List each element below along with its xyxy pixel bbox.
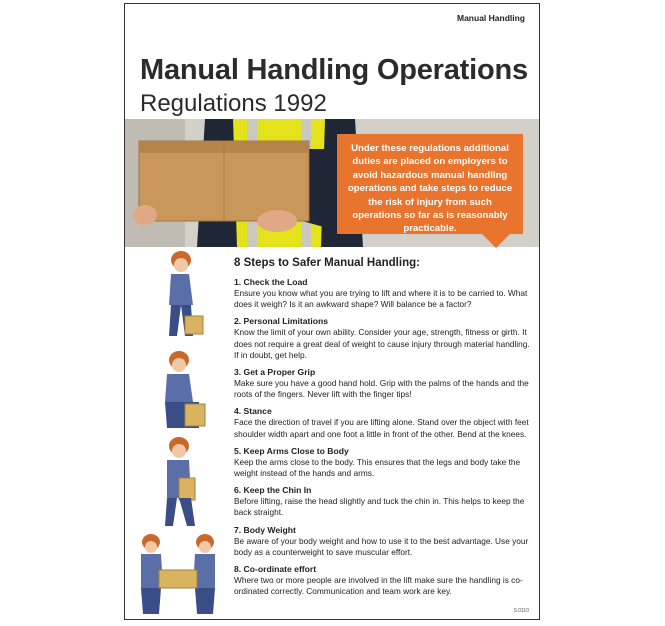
callout-pointer: [482, 234, 510, 248]
regulation-callout: Under these regulations additional duties are placed on employers to avoid hazardous manual handling operations and take steps to reduce the risk of injury from such operations so far as is reasonably practicable.: [337, 134, 523, 234]
step-title: 5. Keep Arms Close to Body: [234, 445, 349, 456]
step-title: 8. Co-ordinate effort: [234, 564, 317, 575]
arms-close-figure: [157, 436, 213, 532]
step-body: Keep the arms close to the body. This ensures that the legs and body take the weight instead of the hands and arms.: [234, 456, 521, 479]
poster: [124, 3, 540, 620]
step-body: Face the direction of travel if you are lifting alone. Stand over the object with feet shoulder width apart and one foot a little in front of the other. Bend at the knees.: [234, 417, 529, 439]
step-title: 1. Check the Load: [234, 277, 308, 287]
step-item: [234, 485, 534, 518]
step-item: [234, 316, 534, 361]
steps-section: [234, 257, 534, 603]
step-body: Make sure you have a good hand hold. Grip with the palms of the hands and the roots of the fingers. Never lift with the finger tips!: [234, 378, 529, 400]
header-tag: Manual Handling: [457, 13, 525, 23]
step-body: Know the limit of your own ability. Consider your age, strength, fitness or girth. It does not require a great deal of weight to cause injury through material handling. If in doubt, get help.: [234, 327, 530, 360]
grip-figure: [153, 350, 215, 434]
step-title: 7. Body Weight: [234, 524, 296, 535]
step-body: Before lifting, raise the head slightly and tuck the chin in. This helps to keep the back straight.: [234, 496, 525, 518]
step-body: Where two or more people are involved in the lift make sure the handling is co-ordinated correctly. Communication and team work are key.: [234, 575, 523, 597]
step-item: [234, 525, 534, 558]
step-title: 3. Get a Proper Grip: [234, 367, 316, 378]
step-item: [234, 406, 534, 439]
check-load-figure: [153, 250, 213, 342]
steps-heading: 8 Steps to Safer Manual Handling:: [234, 257, 420, 269]
step-item: [234, 367, 534, 400]
step-item: [234, 277, 534, 310]
step-item: [234, 446, 534, 479]
product-code: S.0110: [513, 608, 529, 614]
step-item: [234, 564, 534, 597]
step-title: 2. Personal Limitations: [234, 316, 329, 327]
step-title: 6. Keep the Chin In: [234, 485, 312, 496]
page-title: Manual Handling Operations: [140, 54, 528, 86]
step-title: 4. Stance: [234, 406, 272, 417]
step-body: Be aware of your body weight and how to use it to the best advantage. Use your body as a counterweight to save muscular effort.: [234, 535, 529, 557]
team-lift-figure: [137, 532, 219, 618]
page-subtitle: Regulations 1992: [140, 90, 327, 117]
step-body: Ensure you know what you are trying to lift and where it is to be carried to. What does it weigh? Is it an awkward shape? Will balance be a factor?: [234, 288, 528, 310]
